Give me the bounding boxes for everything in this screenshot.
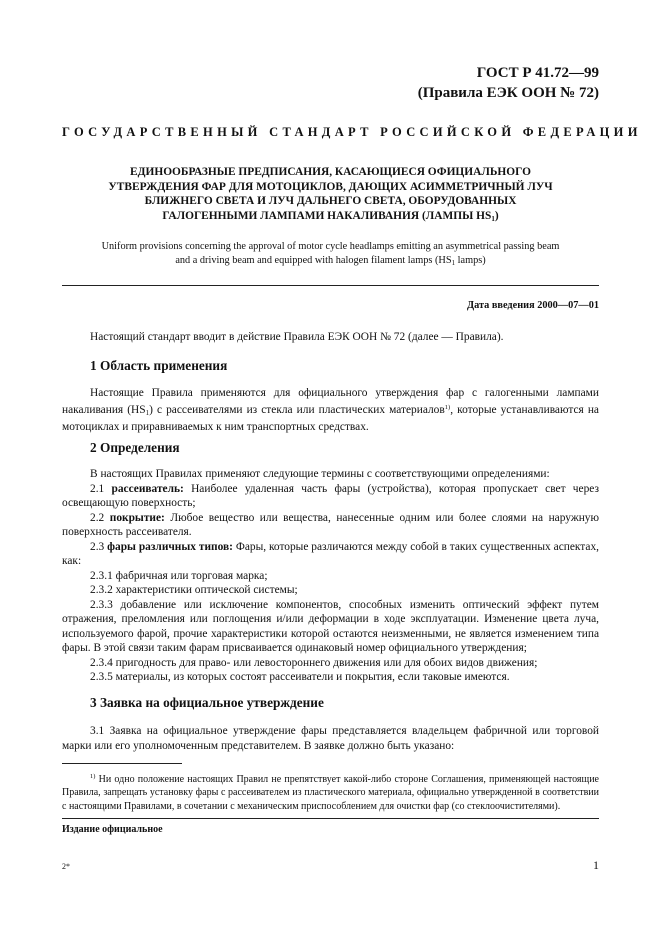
english-title-line: and a driving beam and equipped with halogen filament lamps ($HS_1$ lamps): [175, 254, 486, 267]
intro-date: Дата введения 2000—07—01: [467, 300, 599, 311]
document-title: [90, 165, 571, 226]
standard-code-block: [418, 63, 599, 103]
print-mark: 2*: [62, 862, 70, 871]
definition-2-3-4: 2.3.4 пригодность для право- или левостороннего движения или для обоих видов движения;: [90, 656, 538, 669]
standard-code: ГОСТ Р 41.72—99: [476, 65, 599, 81]
definition-2-3-5: 2.3.5 материалы, из которых состоят рассеиватели и покрытия, если таковые имеются.: [90, 671, 510, 683]
title-line: УТВЕРЖДЕНИЯ ФАР ДЛЯ МОТОЦИКЛОВ, ДАЮЩИХ АСИММЕТРИЧНЫЙ ЛУЧ: [108, 180, 553, 193]
section-3-text: 3.1 Заявка на официальное утверждение фары представляется владельцем фабричной или торговой марки или его уполномоченным представителем. В заявке должно быть указано:: [62, 725, 599, 752]
bottom-divider: [62, 818, 599, 819]
english-title-line: Uniform provisions concerning the approval of motor cycle headlamps emitting an asymmetrical passing beam: [101, 241, 560, 252]
definition-2-1: 2.1 рассеиватель: Наиболее удаленная часть фары (устройства), которая пропускает свет через освещающую поверхность;: [62, 482, 599, 509]
page-number: 1: [593, 858, 599, 872]
divider: [62, 285, 599, 286]
edition-label: Издание официальное: [62, 824, 163, 835]
definitions-intro: В настоящих Правилах применяют следующие термины с соответствующими определениями:: [90, 468, 550, 480]
definition-2-3-1: 2.3.1 фабричная или торговая марка;: [90, 569, 268, 582]
state-standard-title: ГОСУДАРСТВЕННЫЙ СТАНДАРТ РОССИЙСКОЙ ФЕДЕРАЦИИ: [62, 125, 642, 139]
title-line: ЕДИНООБРАЗНЫЕ ПРЕДПИСАНИЯ, КАСАЮЩИЕСЯ ОФИЦИАЛЬНОГО: [130, 166, 531, 178]
footnote: $^{1)}$ Ни одно положение настоящих Правил не препятствует какой-либо стороне Соглашения, применяющей настоящие Правила, запрещать установку фары с рассеивателем из пластического материала, официально утвержденной в соответствии с настоящими Правилами, в сочетании с механическим приспособлением для очистки фар (со стеклоочистителями).: [62, 773, 599, 812]
section-1-text: Настоящие Правила применяются для официального утверждения фар с галогенными лампами накаливания $(HS_1)$ с рассеивателями из стекла или пластических материалов$^{1)}$, которые устанавливаются на мотоциклах и приравниваемых к ним транспортных средствах.: [62, 387, 599, 433]
section-3-heading: 3 Заявка на официальное утверждение: [90, 695, 324, 710]
definition-2-3: 2.3 фары различных типов: Фары, которые различаются между собой в таких существенных аспектах, как:: [62, 540, 599, 567]
definition-2-3-3: 2.3.3 добавление или исключение компонентов, способных изменить оптический эффект путем отражения, преломления или поглощения и/или деформации в ходе эксплуатации. Изменение цвета луча, используемого фарой, прочие характеристики которой остаются неизменными, не является изменением типа фары. В этой связи таким фарам присваивается одинаковый номер официального утверждения;: [62, 598, 599, 654]
intro-paragraph: Настоящий стандарт вводит в действие Правила ЕЭК ООН № 72 (далее — Правила).: [90, 331, 504, 343]
section-2-text: [62, 467, 599, 685]
title-line: ГАЛОГЕННЫМИ ЛАМПАМИ НАКАЛИВАНИЯ (ЛАМПЫ $HS_1$): [162, 209, 499, 223]
english-title: [62, 240, 599, 270]
rules-reference: (Правила ЕЭК ООН № 72): [417, 85, 599, 101]
definition-2-2: 2.2 покрытие: Любое вещество или вещества, нанесенные одним или более слоями на наружную поверхность рассеивателя.: [62, 511, 599, 538]
definition-2-3-2: 2.3.2 характеристики оптической системы;: [90, 584, 298, 596]
section-2-heading: 2 Определения: [90, 440, 180, 455]
section-1-heading: 1 Область применения: [90, 358, 228, 373]
footnote-divider: [62, 763, 182, 764]
title-line: БЛИЖНЕГО СВЕТА И ЛУЧ ДАЛЬНЕГО СВЕТА, ОБОРУДОВАННЫХ: [144, 195, 517, 207]
